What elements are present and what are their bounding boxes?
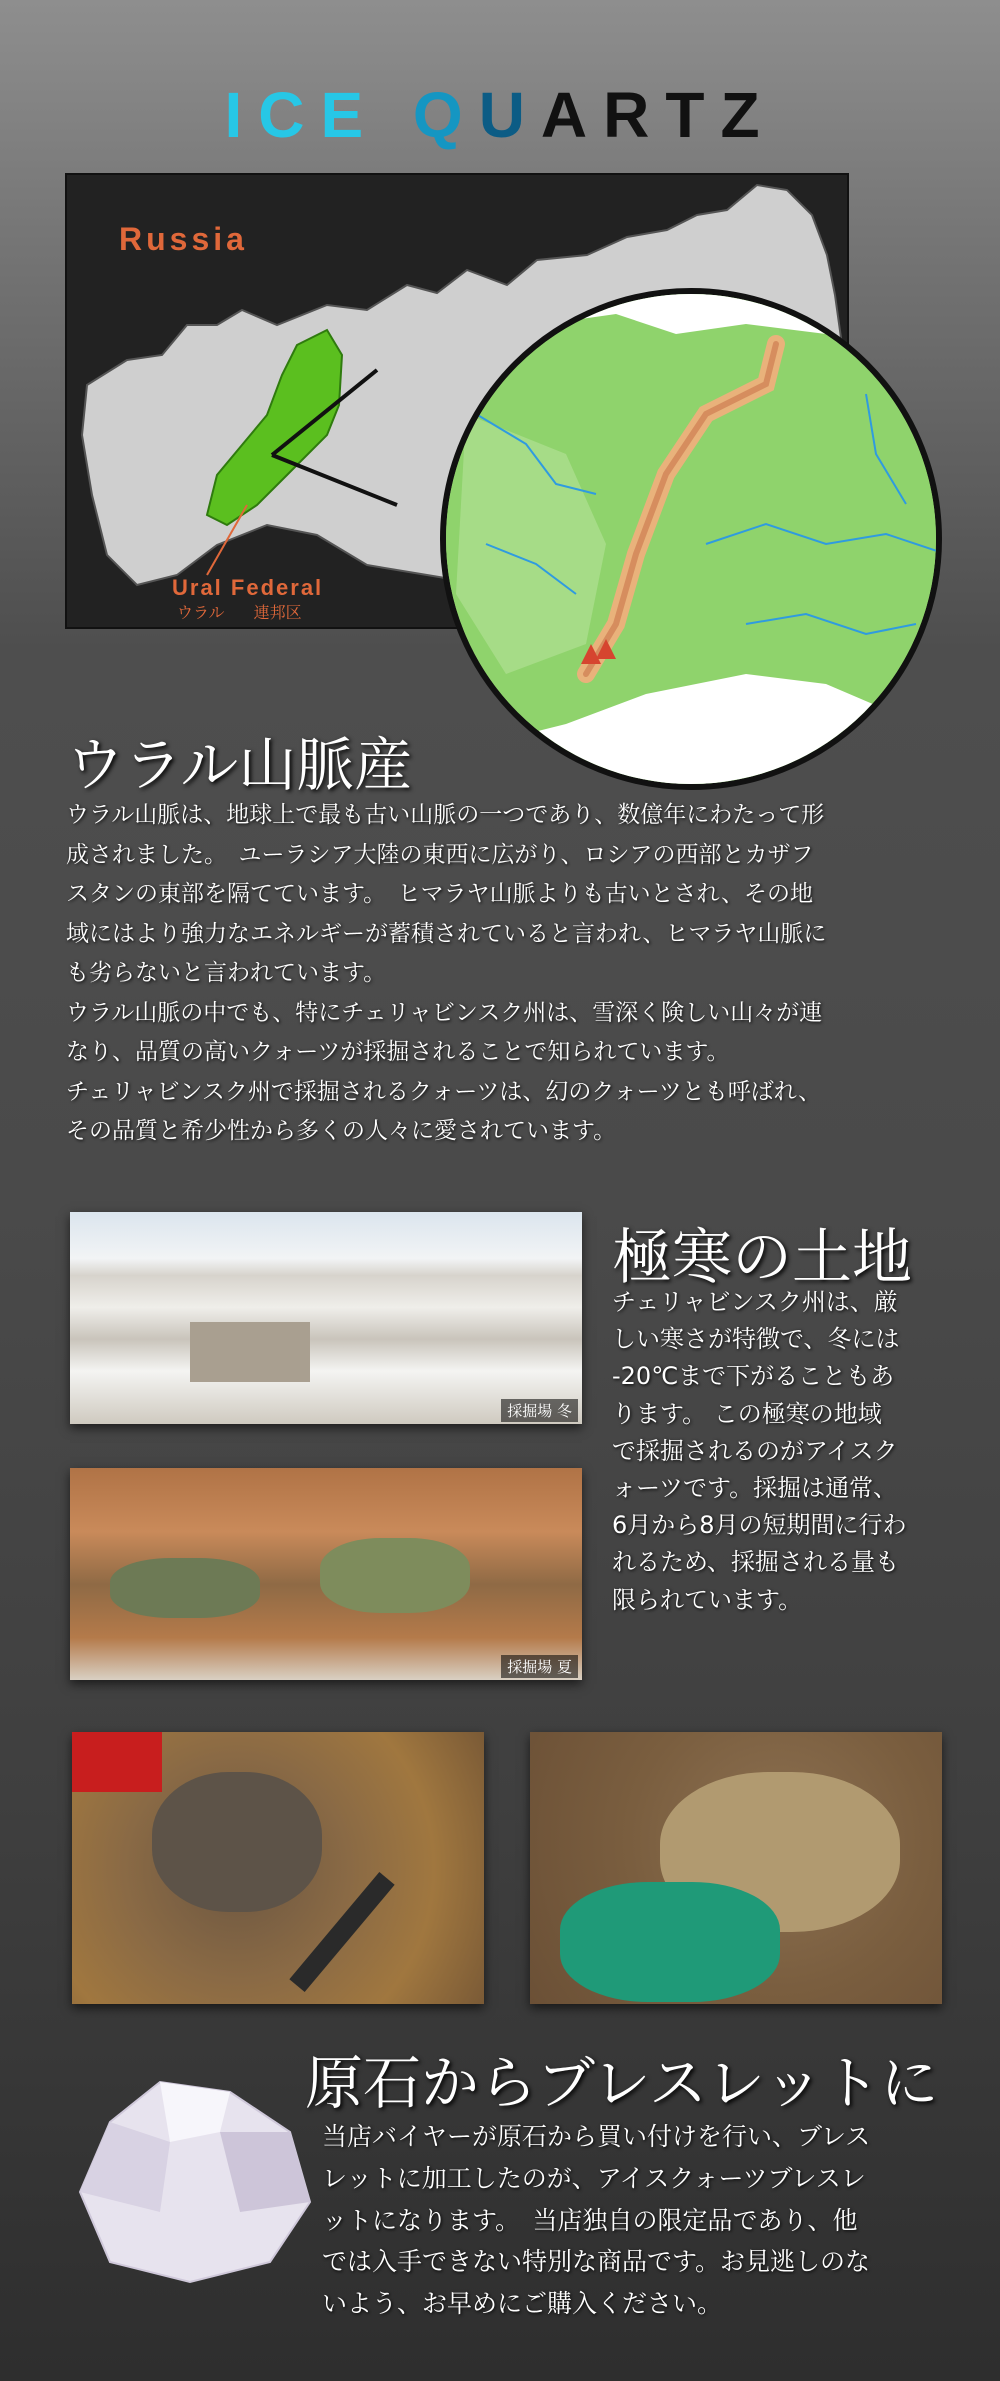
title-q: Q xyxy=(412,79,479,151)
crystal-illustration xyxy=(70,2062,320,2292)
zoomed-map-circle xyxy=(440,288,942,790)
raw-heading: 原石からブレスレットに xyxy=(305,2049,939,2117)
summer-caption: 採掘場 夏 xyxy=(501,1655,578,1678)
ural-line: チェリャビンスク州で採掘されるクォーツは、幻のクォーツとも呼ばれ、 xyxy=(66,1078,822,1105)
summer-quarry-photo xyxy=(70,1468,582,1680)
raw-line: では入手できない特別な商品です。お見逃しのな xyxy=(322,2247,871,2277)
cold-description xyxy=(612,1284,962,1619)
ice-quartz-crystal xyxy=(70,2062,320,2292)
red-glove xyxy=(72,1732,162,1792)
ural-terrain-map xyxy=(446,294,942,790)
ural-line: スタンの東部を隔てています。 ヒマラヤ山脈よりも古いとされ、その地 xyxy=(66,881,814,908)
cold-line: チェリャビンスク州は、厳 xyxy=(612,1288,898,1316)
pickaxe xyxy=(289,1872,394,1992)
cold-line: 6月から8月の短期間に行わ xyxy=(612,1511,907,1540)
winter-caption: 採掘場 冬 xyxy=(501,1399,578,1422)
cold-line: で採掘されるのがアイスク xyxy=(612,1436,898,1465)
raw-stone-digging-photo xyxy=(72,1732,484,2004)
title-u: U xyxy=(478,79,541,151)
ural-line: なり、品質の高いクォーツが採掘されることで知られています。 xyxy=(66,1039,730,1066)
raw-line: レットに加工したのが、アイスクォーツブレスレ xyxy=(322,2163,866,2193)
green-glove xyxy=(560,1882,780,2002)
ural-line: ウラル山脈は、地球上で最も古い山脈の一つであり、数億年にわたって形 xyxy=(66,802,825,828)
raw-line: いよう、お早めにご購入ください。 xyxy=(322,2289,723,2318)
page-title xyxy=(0,78,1000,152)
ural-line: も劣らないと言われています。 xyxy=(66,960,387,987)
cold-line: れるため、採掘される量も xyxy=(612,1548,900,1577)
winter-quarry-photo xyxy=(70,1212,582,1424)
title-rest: ARTZ xyxy=(540,79,776,151)
russia-label: Russia xyxy=(119,221,248,257)
ural-federal-label-jp: ウラル 連邦区 xyxy=(177,603,302,622)
ural-federal-label: Ural Federal xyxy=(172,575,324,600)
ural-description xyxy=(66,796,946,1152)
ural-line: その品質と希少性から多くの人々に愛されています。 xyxy=(66,1118,617,1145)
raw-line: ットになります。 当店独自の限定品であり、他 xyxy=(322,2205,858,2235)
water-pool xyxy=(320,1538,470,1613)
title-ice: ICE xyxy=(224,79,380,151)
raw-description xyxy=(322,2116,954,2325)
ural-line: 域にはより強力なエネルギーが蓄積されていると言われ、ヒマラヤ山脈に xyxy=(66,920,827,947)
cold-line: 限られています。 xyxy=(612,1585,803,1614)
cold-line: しい寒さが特徴で、冬には xyxy=(612,1325,900,1354)
cold-line: ります。 この極寒の地域 xyxy=(612,1399,882,1428)
cold-line: ォーツです。採掘は通常、 xyxy=(612,1473,898,1502)
raw-stone-hand-photo xyxy=(530,1732,942,2004)
ural-heading: ウラル山脈産 xyxy=(66,731,413,799)
raw-line: 当店バイヤーが原石から買い付けを行い、ブレス xyxy=(322,2122,871,2151)
raw-stone xyxy=(152,1772,322,1912)
water-pool xyxy=(110,1558,260,1618)
quarry-pit xyxy=(190,1322,310,1382)
ural-line: ウラル山脈の中でも、特にチェリャビンスク州は、雪深く険しい山々が連 xyxy=(66,999,823,1026)
cold-heading: 極寒の土地 xyxy=(612,1223,912,1293)
cold-line: -20℃まで下がることもあ xyxy=(612,1362,895,1391)
ural-line: 成されました。 ユーラシア大陸の東西に広がり、ロシアの西部とカザフ xyxy=(66,841,814,868)
